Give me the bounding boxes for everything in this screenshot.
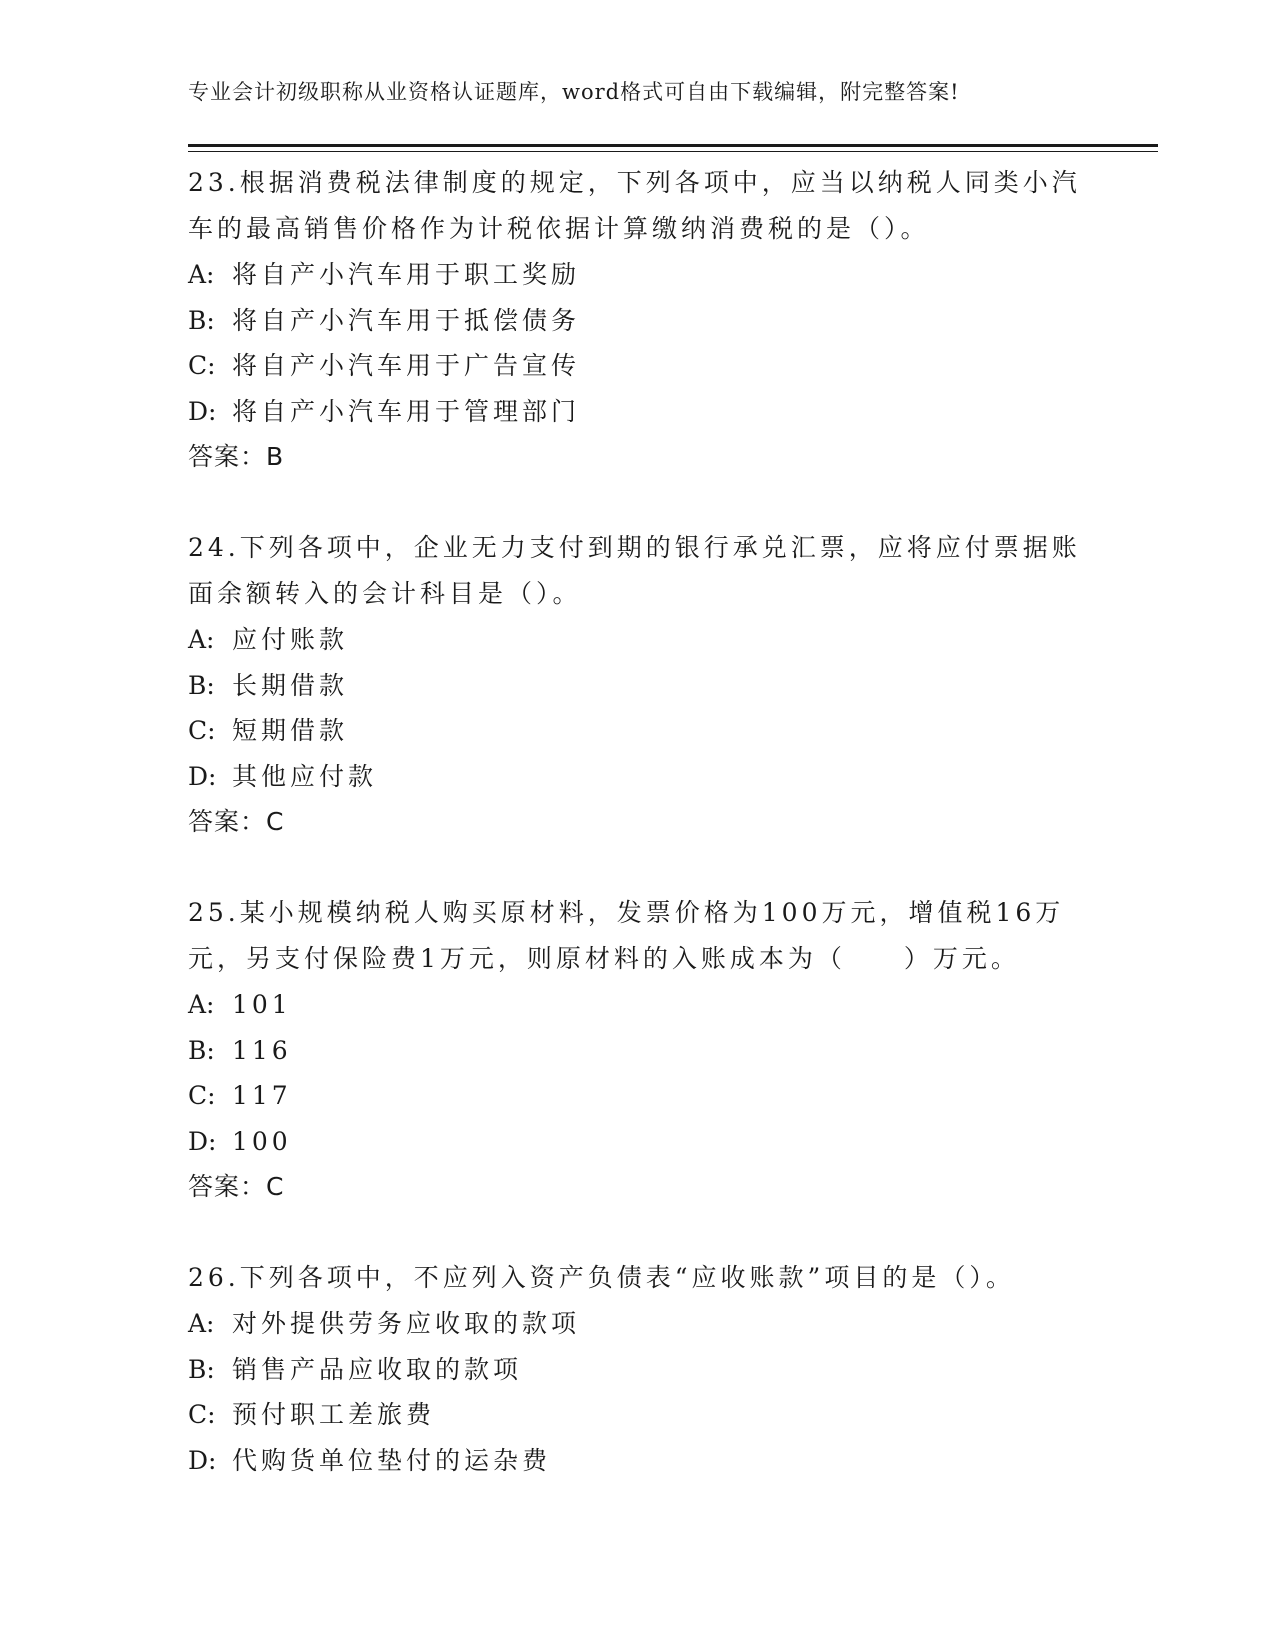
option-text: 短期借款 <box>232 716 349 745</box>
option-a <box>188 252 1088 298</box>
option-text: 代购货单位垫付的运杂费 <box>232 1445 552 1475</box>
option-letter: B: <box>188 1035 215 1065</box>
option-b <box>188 298 1088 344</box>
option-d <box>188 389 1088 435</box>
option-a <box>188 617 1088 663</box>
option-c <box>188 1073 1088 1119</box>
option-text: 长期借款 <box>232 670 349 700</box>
option-letter: D: <box>188 1445 217 1475</box>
option-letter: C: <box>188 1400 216 1429</box>
answer-line: 答案：B <box>188 442 285 471</box>
question-list <box>188 160 1088 1528</box>
option-letter: A: <box>188 1309 215 1338</box>
option-text: 将自产小汽车用于广告宣传 <box>232 351 581 380</box>
page-header: 专业会计初级职称从业资格认证题库，word格式可自由下载编辑，附完整答案! <box>188 80 960 104</box>
option-d <box>188 1438 1088 1484</box>
option-text: 100 <box>232 1126 292 1156</box>
question-stem: 23.根据消费税法律制度的规定，下列各项中，应当以纳税人同类小汽车的最高销售价格作为计税依据计算缴纳消费税的是（）。 <box>188 168 1081 243</box>
question-stem: 25.某小规模纳税人购买原材料，发票价格为100万元，增值税16万元，另支付保险费1万元，则原材料的入账成本为（ ）万元。 <box>188 898 1065 973</box>
header-divider-thick <box>188 144 1158 147</box>
option-c <box>188 1392 1088 1438</box>
question-24 <box>188 525 1088 845</box>
option-text: 将自产小汽车用于职工奖励 <box>232 260 581 289</box>
option-c <box>188 708 1088 754</box>
option-letter: B: <box>188 305 215 335</box>
option-text: 117 <box>232 1081 292 1110</box>
option-d <box>188 754 1088 800</box>
option-text: 101 <box>232 990 292 1019</box>
option-text: 116 <box>232 1035 292 1065</box>
question-26 <box>188 1255 1088 1483</box>
option-letter: C: <box>188 716 216 745</box>
option-c <box>188 343 1088 389</box>
option-text: 销售产品应收取的款项 <box>232 1354 523 1384</box>
answer-line: 答案：C <box>188 1172 285 1201</box>
answer-line: 答案：C <box>188 807 285 836</box>
option-text: 将自产小汽车用于抵偿债务 <box>232 305 581 335</box>
option-d <box>188 1119 1088 1165</box>
option-letter: C: <box>188 351 216 380</box>
option-a <box>188 982 1088 1028</box>
option-text: 将自产小汽车用于管理部门 <box>232 396 581 426</box>
option-b <box>188 1347 1088 1393</box>
option-letter: A: <box>188 625 215 654</box>
option-a <box>188 1301 1088 1347</box>
option-letter: C: <box>188 1081 216 1110</box>
option-letter: D: <box>188 1126 217 1156</box>
option-letter: A: <box>188 990 215 1019</box>
option-b <box>188 663 1088 709</box>
option-letter: B: <box>188 1354 215 1384</box>
option-text: 预付职工差旅费 <box>232 1400 436 1429</box>
option-text: 应付账款 <box>232 625 349 654</box>
header-divider-thin <box>188 151 1158 152</box>
option-letter: A: <box>188 260 215 289</box>
question-25 <box>188 890 1088 1210</box>
question-stem: 26.下列各项中，不应列入资产负债表“应收账款”项目的是（）。 <box>188 1263 1015 1292</box>
question-23 <box>188 160 1088 480</box>
option-letter: B: <box>188 670 215 700</box>
option-letter: D: <box>188 761 217 791</box>
option-b <box>188 1028 1088 1074</box>
question-stem: 24.下列各项中，企业无力支付到期的银行承兑汇票，应将应付票据账面余额转入的会计科目是（）。 <box>188 533 1081 608</box>
option-letter: D: <box>188 396 217 426</box>
option-text: 其他应付款 <box>232 761 378 791</box>
option-text: 对外提供劳务应收取的款项 <box>232 1309 581 1338</box>
